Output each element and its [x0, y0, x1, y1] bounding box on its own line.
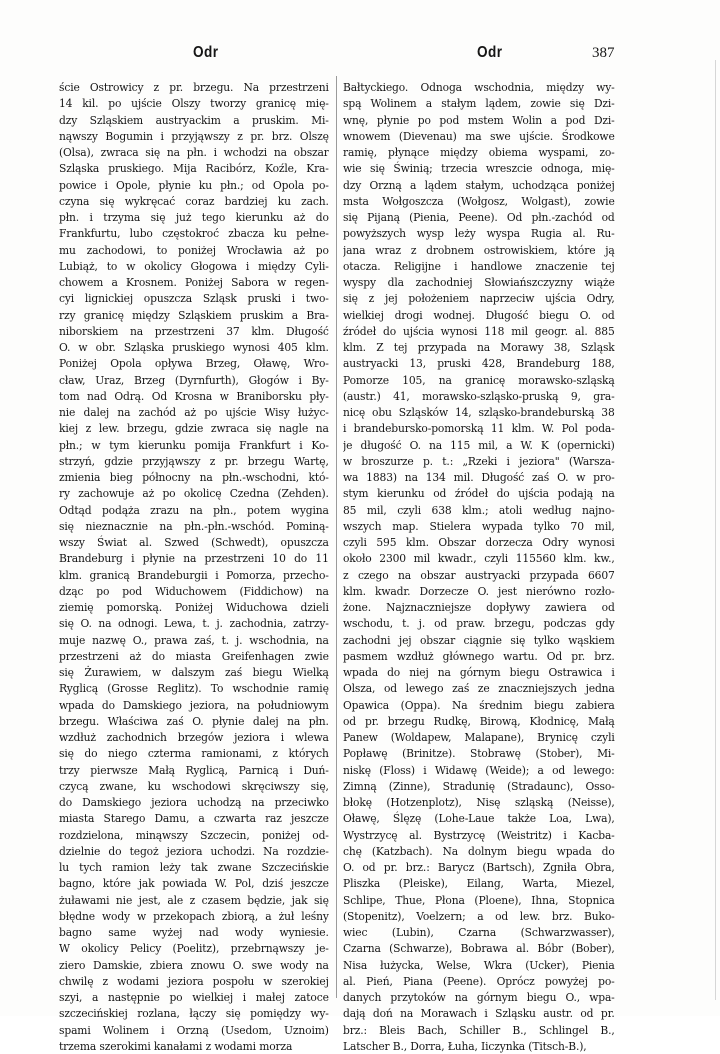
column-divider [336, 76, 337, 998]
text-line: trzy pierwsze Małą Ryglicą, Parnicą i Duń- [59, 762, 329, 777]
text-line: brz.: Bleis Bach, Schiller B., Schlingel B., [343, 1022, 615, 1037]
right-text-column [343, 79, 613, 1054]
text-line: austryacki 13, pruski 428, Brandeburg 188, [343, 356, 615, 371]
text-line: Pomorze 105, na granicę morawsko-szląską [343, 372, 615, 387]
text-line: lu tych ramion leży tak zwane Szczecińskie [59, 860, 329, 874]
text-line: mu zachodowi, to poniżej Wrocławia aż po [59, 242, 329, 257]
text-line: szczecińskiej rozlana, łączy się pomiędzy wy- [59, 1006, 329, 1021]
text-line: nie dalej na zachód aż po ujście Wisy łużyc- [59, 405, 329, 419]
text-line: Popławę (Brinitze). Stobrawę (Stober), Mi- [343, 746, 615, 761]
text-line: wiec (Lubin), Czarna (Schwarzwasser), [343, 925, 615, 939]
text-line: jana wraz z drobnem ostrowiskiem, które ją [343, 242, 615, 257]
text-line: się do niego czterma ramionami, z których [59, 746, 329, 761]
text-line: strzyń, gdzie przyjąwszy z pr. brzegu Wartę, [59, 453, 329, 468]
text-line: klm. granicą Brandeburgii i Pomorza, przecho- [59, 567, 329, 582]
text-line: chwilę z wodami jeziora pospołu w szerokiej [59, 973, 329, 988]
page-number: 387 [592, 45, 615, 61]
text-line: Poniżej Opola opływa Brzeg, Oławę, Wro- [59, 356, 329, 371]
header-left-title: Odr [193, 44, 219, 61]
text-line: kiej z lew. brzegu, gdzie zwraca się nagle na [59, 421, 329, 436]
page-edge-line [715, 60, 716, 1000]
text-line: się nieznacznie na płn.-płn.-wschód. Pominą- [59, 518, 329, 533]
text-line: źródeł do ujścia wynosi 118 mil geogr. al. 885 [343, 323, 615, 338]
text-line: rzy granicę między Szląskiem pruskim a Bra- [59, 307, 329, 322]
text-line: otacza. Religijne i handlowe znaczenie tej [343, 258, 615, 273]
left-text-column [59, 79, 329, 1054]
text-line: Frankfurtu, lubo częstokroć zbacza ku pełne- [59, 226, 329, 241]
text-line: z czego na obszar austryacki przypada 6607 [343, 567, 615, 582]
text-line: wyspy dla zachodniej Słowiańszczyzny wiąże [343, 275, 615, 289]
text-line: 85 mil, czyli 638 klm.; atoli według najno- [343, 502, 615, 517]
text-line: płn. i trzyma się już tego kierunku aż do [59, 210, 329, 224]
text-line: O. w obr. Szląska pruskiego wynosi 405 klm. [59, 340, 329, 354]
text-line: dzy Orzną a lądem stałym, uchodząca poniżej [343, 177, 615, 192]
text-line: klm. Z tej przypada na Morawy 38, Szląsk [343, 340, 615, 354]
text-line: Pliszka (Pleiske), Eilang, Warta, Miezel, [343, 876, 615, 891]
text-line: wszy Świat al. Szwed (Schwedt), opuszcza [59, 535, 329, 549]
text-line: Brandeburg i płynie na przestrzeni 10 do 11 [59, 551, 329, 566]
text-line: stym kierunku od źródeł do ujścia podają na [343, 486, 615, 501]
text-line: Zimną (Zinne), Stradunię (Stradaunc), Osso- [343, 778, 615, 793]
text-line: błokę (Hotzenplotz), Nisę szląską (Neisse), [343, 795, 615, 809]
text-line: dają doń na Morawach i Szląsku austr. od pr. [343, 1006, 615, 1021]
text-line: ziemię pomorską. Poniżej Widuchowa dzieli [59, 600, 329, 614]
text-line: muje nazwę O., prawa zaś, t. j. wschodnia, na [59, 632, 329, 647]
text-line: błędne wody w przekopach zbiorą, a żuł leśny [59, 908, 329, 923]
text-line: czyna się wykręcać coraz bardziej ku zach. [59, 193, 329, 208]
text-line: ramię, płynące między obiema wyspami, zo- [343, 145, 615, 159]
text-line: danych przytoków na górnym biegu O., wpa- [343, 990, 615, 1004]
text-line: się Pijaną (Pienia, Peene). Od płn.-zachód od [343, 210, 615, 224]
text-line: 14 kil. po ujście Olszy tworzy granicę mię- [59, 96, 329, 111]
text-line: je długość O. na 115 mil, a W. K (opernicki) [343, 437, 615, 452]
text-line: Odtąd podąża zrazu na płn., potem wygina [59, 502, 329, 517]
text-line: Olsza, od lewego zaś ze znaczniejszych jedna [343, 681, 615, 696]
text-line: do Damskiego jeziora uchodzą na przeciwko [59, 795, 329, 809]
text-line: chę (Katzbach). Na dolnym biegu wpada do [343, 843, 615, 858]
text-line: (Olsa), zwraca się na płn. i wchodzi na obszar [59, 145, 329, 159]
text-line: dzy Szląskiem austryackim a pruskim. Mi- [59, 112, 329, 127]
text-line: w broszurze p. t.: „Rzeki i jeziora" (Warsza- [343, 453, 615, 468]
text-line: msta Wołgoszcza (Wołgosz, Wolgast), zowie [343, 193, 615, 208]
text-line: miasta Starego Damu, a czwarta raz jeszcze [59, 811, 329, 826]
text-line: się z jej położeniem naprzeciw ujścia Odry, [343, 291, 615, 306]
text-line: zmienia bieg północny na płn.-wschodni, któ- [59, 470, 329, 484]
text-line: nąwszy Bogumin i przyjąwszy z pr. brz. Olszę [59, 128, 329, 143]
text-line: wpada do Damskiego jeziora, na południowym [59, 697, 329, 712]
text-line: ziero Damskie, zbiera znowu O. swe wody na [59, 957, 329, 972]
text-line: zachodni jej obszar ciągnie się tylko wąskiem [343, 632, 615, 647]
text-line: płn.; w tym kierunku pomija Frankfurt i Ko- [59, 437, 329, 452]
text-line: rozdzielona, minąwszy Szczecin, poniżej od- [59, 827, 329, 842]
text-line: się Żurawiem, w dalszym zaś biegu Wielką [59, 665, 329, 679]
text-line: cław, Uraz, Brzeg (Dyrnfurth), Głogów i By- [59, 372, 329, 387]
text-line: wa 1883) na 134 mil. Długość zaś O. w pro- [343, 470, 615, 484]
text-line: powice i Opole, płynie ku płn.; od Opola po- [59, 177, 329, 192]
text-line: cyi lignickiej opuszcza Szląsk pruski i two- [59, 291, 329, 306]
text-line: klm. kwadr. Dorzecze O. jest nierówno rozło- [343, 583, 615, 598]
text-line: tom nad Odrą. Od Krosna w Braniborsku pły- [59, 388, 329, 403]
text-line: Czarna (Schwarze), Bobrawa al. Bóbr (Bober), [343, 941, 615, 956]
text-line: Latscher B., Dorra, Łuha, Iiczynka (Titsch-B.), [343, 1038, 587, 1053]
text-line: żone. Najznaczniejsze dopływy zawiera od [343, 600, 615, 614]
text-line: wschodu, t. j. od praw. brzegu, podczas gdy [343, 616, 615, 631]
text-line: i brandebursko-pomorską 11 klm. W. Pol poda- [343, 421, 615, 436]
text-line: pasmem wzdłuż głównego wartu. Od pr. brz. [343, 648, 615, 663]
text-line: bagno, które jak powiada W. Pol, dziś jeszcze [59, 876, 329, 891]
running-header [0, 44, 720, 68]
text-line: przestrzeni aż do miasta Greifenhagen zwie [59, 648, 329, 663]
text-line: bagno same wyżej nad wody wyniesie. [59, 925, 329, 939]
text-line: niskę (Floss) i Widawę (Weide); a od lewego: [343, 762, 615, 777]
text-line: Ryglicą (Grosse Reglitz). To wschodnie ramię [59, 681, 329, 696]
text-line: spami Wolinem i Orzną (Usedom, Uznoim) [59, 1022, 329, 1037]
text-line: Szląska pruskiego. Mija Racibórz, Koźle, Kra- [59, 161, 329, 176]
text-line: Bałtyckiego. Odnoga wschodnia, między wy- [343, 80, 615, 94]
text-line: al. Pień, Piana (Peene). Oprócz powyżej po- [343, 973, 615, 988]
text-line: żuławami nie jest, ale z czasem będzie, jak się [59, 892, 329, 907]
text-line: od pr. brzegu Rudkę, Birową, Kłodnicę, Małą [343, 713, 615, 728]
text-line: dzielnie do tegoż jeziora uchodzi. Na rozdzie- [59, 843, 329, 858]
text-line: spą Wolinem a stałym lądem, zowie się Dzi- [343, 96, 615, 111]
text-line: Schlipe, Thue, Płona (Ploene), Ihna, Stopnica [343, 892, 615, 907]
text-line: szyi, a następnie po wielkiej i małej zatoce [59, 990, 329, 1004]
text-line: niborskiem na przestrzeni 37 klm. Długość [59, 323, 329, 338]
text-line: W okolicy Pelicy (Poelitz), przebrnąwszy je- [59, 941, 329, 956]
text-line: trzema szerokimi kanałami z wodami morza [59, 1038, 293, 1053]
text-line: Opawica (Oppa). Na średnim biegu zabiera [343, 697, 615, 712]
text-line: (Stopenitz), Voelzern; a od lew. brz. Buko- [343, 908, 615, 923]
text-line: wszych map. Stielera wypada tylko 70 mil, [343, 518, 615, 533]
text-line: O. od pr. brz.: Barycz (Bartsch), Zgniła Obra, [343, 860, 615, 874]
text-line: Lubiąż, to w okolicy Głogowa i między Cyli- [59, 258, 329, 273]
text-line: nicę obu Szląsków 14, szląsko-brandeburską 38 [343, 405, 615, 419]
text-line: Wystrzycę al. Bystrzycę (Weistritz) i Kacba- [343, 827, 615, 842]
text-line: Panew (Woldapew, Malapane), Brynicę czyli [343, 730, 615, 744]
header-center-title: Odr [477, 44, 503, 61]
text-line: ście Ostrowicy z pr. brzegu. Na przestrzeni [59, 80, 329, 94]
text-line: wnę, płynie po pod mstem Wolin a pod Dzi- [343, 112, 615, 127]
text-line: się O. na odnogi. Lewa, t. j. zachodnia, zatrzy- [59, 616, 329, 631]
text-line: około 2300 mil kwadr., czyli 115560 klm. kw., [343, 551, 615, 566]
text-line: chowem a Krosnem. Poniżej Sabora w regen- [59, 275, 329, 289]
text-line: czycą zwane, ku wschodowi skręciwszy się, [59, 778, 329, 793]
text-line: wie się Świnią; trzecia wreszcie odnoga, mię- [343, 161, 615, 176]
text-line: wpada do niej na górnym biegu Ostrawica i [343, 665, 615, 679]
text-line: dząc po pod Widuchowem (Fiddichow) na [59, 583, 329, 598]
text-line: powyższych wysp leży wyspa Rugia al. Ru- [343, 226, 615, 241]
text-line: wnowem (Dievenau) ma swe ujście. Środkowe [343, 128, 615, 143]
text-line: wzdłuż zachodnich brzegów jeziora i wlewa [59, 730, 329, 744]
text-line: brzegu. Właściwa zaś O. płynie dalej na płn. [59, 713, 329, 728]
text-line: Oławę, Ślęzę (Lohe-Laue także Loa, Lwa), [343, 811, 615, 826]
text-line: (austr.) 41, morawsko-szląsko-pruską 9, gra- [343, 388, 615, 403]
text-line: wielkiej drogi wodnej. Długość biegu O. od [343, 307, 615, 322]
text-line: Nisa łużycka, Welse, Wkra (Ucker), Pienia [343, 957, 615, 972]
text-line: czyli 595 klm. Obszar dorzecza Odry wynosi [343, 535, 615, 549]
text-line: ry zachowuje aż po okolicę Czedna (Zehden). [59, 486, 329, 501]
